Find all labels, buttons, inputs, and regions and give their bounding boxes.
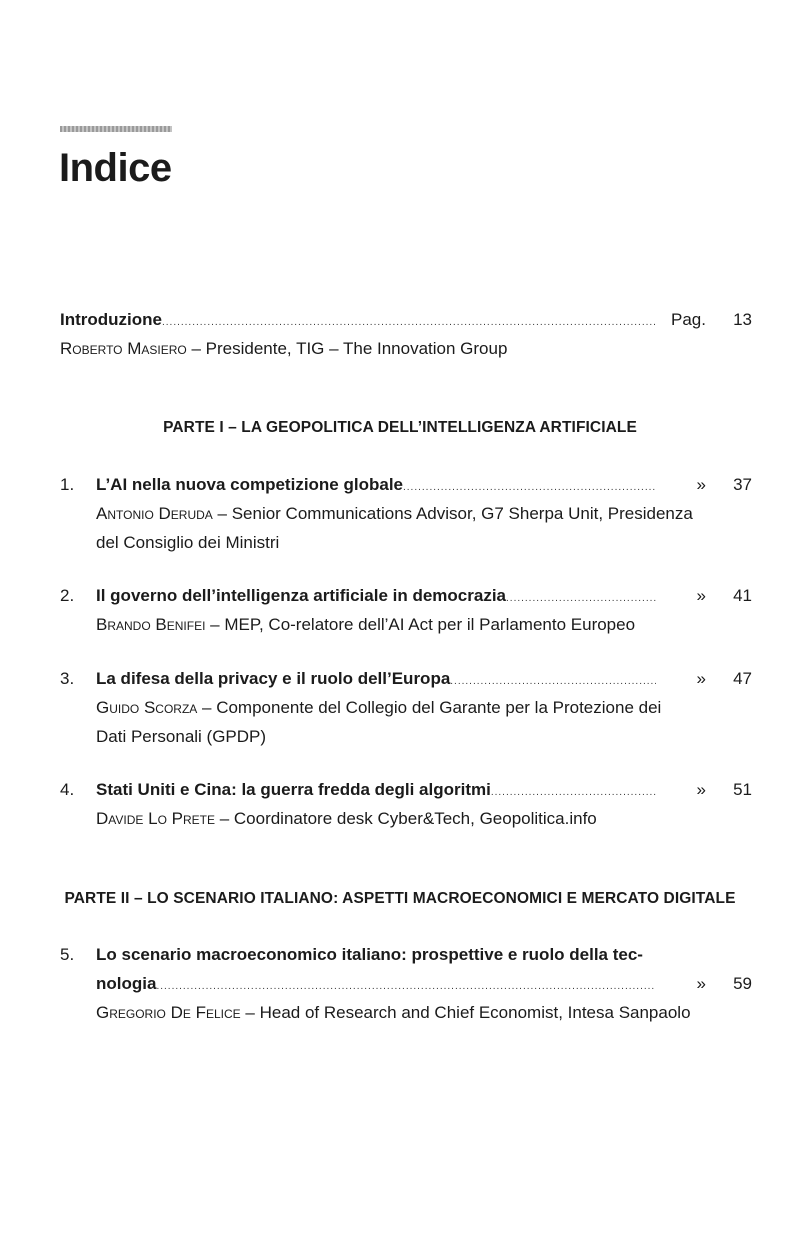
toc-entry-title-line-2: nologia: [96, 974, 157, 993]
toc-entry-author: [60, 804, 696, 833]
page-number: 59: [733, 974, 752, 993]
dot-leader: [162, 308, 657, 337]
toc-entry-title: Il governo dell’intelligenza artificiale in democrazia: [96, 586, 507, 605]
dot-leader: [403, 473, 656, 502]
toc-entry-3[interactable]: [60, 664, 752, 751]
toc-entry-author: [60, 693, 696, 751]
dot-leader: [156, 972, 656, 1001]
part-heading-1: PARTE I – LA GEOPOLITICA DELL’INTELLIGENZA ARTIFICIALE: [163, 419, 637, 436]
dot-leader: [450, 667, 656, 696]
page-number: 51: [733, 780, 752, 799]
toc-entry-4[interactable]: [60, 775, 752, 833]
toc-entry-title: L’AI nella nuova competizione globale: [96, 475, 403, 494]
toc-entry-heading: [60, 305, 752, 334]
dot-leader: [506, 584, 656, 613]
page-label: Pag.: [671, 310, 706, 329]
author-name: Roberto Masiero: [60, 339, 187, 358]
continuation-mark: »: [696, 475, 706, 494]
toc-entry-number: 5.: [60, 945, 75, 964]
toc-entry-author: [60, 998, 696, 1027]
toc-entry-number: 2.: [60, 586, 75, 605]
continuation-mark: »: [696, 780, 706, 799]
author-name: Davide Lo Prete: [96, 809, 215, 828]
toc-entry-number: 1.: [60, 475, 75, 494]
toc-entry-number: 4.: [60, 780, 75, 799]
continuation-mark: »: [696, 974, 706, 993]
author-role: – Presidente, TIG – The Innovation Group: [186, 339, 508, 358]
toc-entry-title: La difesa della privacy e il ruolo dell’Europa: [96, 669, 451, 688]
part-heading-2: PARTE II – LO SCENARIO ITALIANO: ASPETTI MACROECONOMICI E MERCATO DIGITALE: [64, 890, 736, 907]
toc-entry-author: [60, 334, 700, 363]
author-name: Antonio Deruda: [96, 504, 213, 523]
author-name: Gregorio De Felice: [96, 1003, 241, 1022]
toc-entry-2[interactable]: [60, 581, 752, 639]
continuation-mark: »: [696, 586, 706, 605]
author-role: – Senior Communications Advisor, G7 Sherpa Unit, Presidenza del Consiglio dei Ministri: [96, 504, 693, 552]
header-rule: [60, 126, 172, 132]
toc-entry-title: Introduzione: [60, 310, 162, 329]
page-number: 41: [733, 586, 752, 605]
author-role: – Head of Research and Chief Economist, Intesa Sanpaolo: [240, 1003, 691, 1022]
toc-entry-1[interactable]: [60, 470, 752, 557]
toc-entry-intro[interactable]: [60, 305, 752, 363]
page-title: Indice: [59, 146, 172, 190]
toc-entry-number: 3.: [60, 669, 75, 688]
author-name: Brando Benifei: [96, 615, 206, 634]
toc-entry-5[interactable]: [60, 940, 752, 1027]
toc-entry-title-line-1: Lo scenario macroeconomico italiano: prospettive e ruolo della tec-: [96, 945, 643, 964]
author-name: Guido Scorza: [96, 698, 198, 717]
toc-entry-title: Stati Uniti e Cina: la guerra fredda degli algoritmi: [96, 780, 491, 799]
author-role: – Coordinatore desk Cyber&Tech, Geopolitica.info: [214, 809, 597, 828]
continuation-mark: »: [696, 669, 706, 688]
toc-entry-author: [60, 499, 696, 557]
page-number: 13: [733, 310, 752, 329]
page-number: 47: [733, 669, 752, 688]
dot-leader: [491, 778, 656, 807]
toc-entry-author: [60, 610, 696, 639]
author-role: – Componente del Collegio del Garante per la Protezione dei Dati Personali (GPDP): [96, 698, 662, 746]
page-number: 37: [733, 475, 752, 494]
author-role: – MEP, Co-relatore dell’AI Act per il Parlamento Europeo: [205, 615, 636, 634]
